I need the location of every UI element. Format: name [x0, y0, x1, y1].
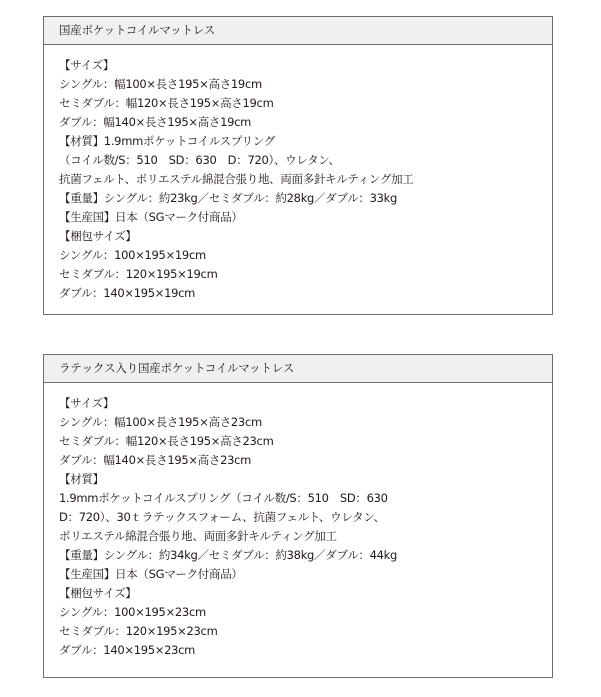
spec-line-package-double: ダブル：140×195×23cm: [59, 643, 196, 657]
spec-box-latex-pocket-coil-mattress: [43, 354, 553, 678]
spec-title: 国産ポケットコイルマットレス: [44, 17, 552, 45]
spec-line-size-double: ダブル：幅140×長さ195×高さ23cm: [59, 453, 252, 467]
spec-line-size-semidouble: セミダブル：幅120×長さ195×高さ19cm: [59, 96, 274, 110]
spec-line-package-double: ダブル：140×195×19cm: [59, 286, 196, 300]
spec-line-size-heading: 【サイズ】: [59, 396, 115, 410]
spec-line-package-semidouble: セミダブル：120×195×19cm: [59, 267, 218, 281]
spec-line-material-fabric: ポリエステル綿混合張り地、両面多針キルティング加工: [59, 529, 337, 543]
spec-box-pocket-coil-mattress: [43, 16, 553, 315]
spec-line-package-single: シングル：100×195×23cm: [59, 605, 206, 619]
spec-line-package-heading: 【梱包サイズ】: [59, 586, 137, 600]
spec-line-material: 【材質】1.9mmポケットコイルスプリング: [59, 134, 275, 148]
spec-line-origin: 【生産国】日本（SGマーク付商品）: [59, 567, 243, 581]
spec-line-size-double: ダブル：幅140×長さ195×高さ19cm: [59, 115, 252, 129]
spec-line-size-heading: 【サイズ】: [59, 58, 115, 72]
spec-title: ラテックス入り国産ポケットコイルマットレス: [44, 355, 552, 383]
spec-line-material-heading: 【材質】: [59, 472, 104, 486]
spec-line-weight: 【重量】シングル：約34kg／セミダブル：約38kg／ダブル：44kg: [59, 548, 397, 562]
spec-line-material-coil-count: （コイル数/S：510 SD：630 D：720）、ウレタン、: [59, 153, 340, 167]
spec-body: [44, 45, 552, 303]
spec-line-size-single: シングル：幅100×長さ195×高さ23cm: [59, 415, 262, 429]
spec-line-size-semidouble: セミダブル：幅120×長さ195×高さ23cm: [59, 434, 274, 448]
spec-line-size-single: シングル：幅100×長さ195×高さ19cm: [59, 77, 262, 91]
spec-line-package-heading: 【梱包サイズ】: [59, 229, 137, 243]
spec-line-package-semidouble: セミダブル：120×195×23cm: [59, 624, 218, 638]
spec-body: [44, 383, 552, 660]
spec-line-origin: 【生産国】日本（SGマーク付商品）: [59, 210, 243, 224]
spec-line-material-coil: 1.9mmポケットコイルスプリング（コイル数/S：510 SD：630: [59, 491, 388, 505]
spec-line-package-single: シングル：100×195×19cm: [59, 248, 206, 262]
spec-line-weight: 【重量】シングル：約23kg／セミダブル：約28kg／ダブル：33kg: [59, 191, 397, 205]
spec-line-material-fabric: 抗菌フェルト、ポリエステル綿混合張り地、両面多針キルティング加工: [59, 172, 414, 186]
spec-line-material-latex: D：720）、30ｔラテックスフォーム、抗菌フェルト、ウレタン、: [59, 510, 385, 524]
